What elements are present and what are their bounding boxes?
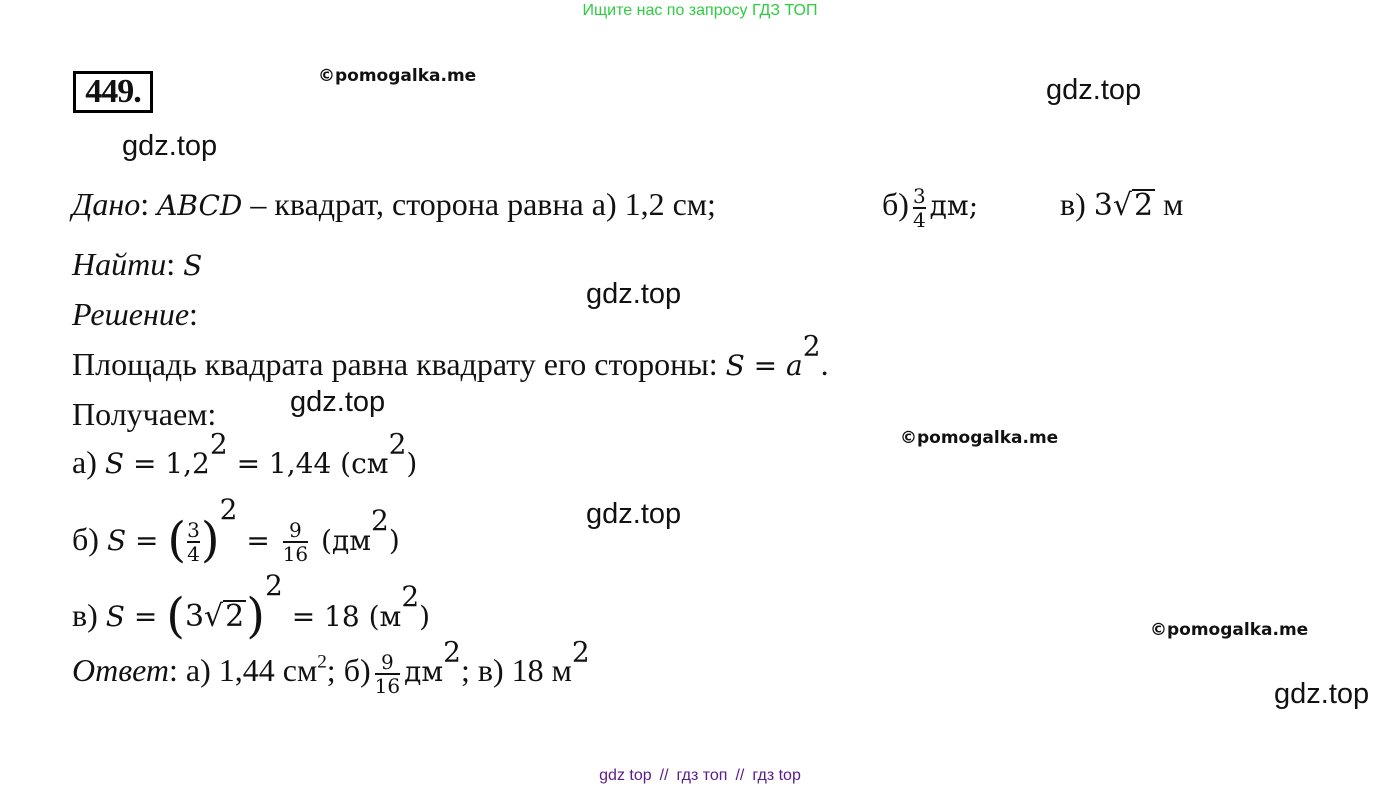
- watermark-pomogalka: ©pomogalka.me: [1150, 620, 1309, 640]
- find-line: Найти: S: [72, 246, 203, 282]
- watermark-gdz: gdz.top: [586, 498, 682, 530]
- sqrt-sign: √: [1112, 188, 1132, 223]
- footer-separator: //: [735, 767, 745, 784]
- calc-c-root: 2: [225, 598, 245, 634]
- calc-b: [72, 493, 400, 568]
- calc-b-var: S: [106, 523, 127, 557]
- given-label: Дано: [72, 186, 141, 222]
- watermark-pomogalka: ©pomogalka.me: [318, 66, 477, 86]
- footer-separator: //: [659, 767, 669, 784]
- calc-c: [72, 569, 431, 644]
- calc-c-result: = 18 (м: [282, 599, 402, 633]
- calc-a-var: S: [104, 447, 125, 480]
- find-value: S: [183, 249, 203, 282]
- paren-close: ): [246, 587, 265, 644]
- answer-a-exp: 2: [317, 651, 327, 673]
- given-c: [1060, 184, 1183, 226]
- formula-line: [72, 329, 829, 386]
- denominator: 4: [912, 207, 926, 232]
- calc-b-exp2: 2: [370, 504, 389, 538]
- calc-a-exp2: 2: [388, 427, 407, 461]
- calc-a-prefix: а): [72, 444, 105, 480]
- calc-a-exp1: 2: [209, 427, 228, 461]
- footer-link-1[interactable]: gdz top: [599, 767, 652, 784]
- footer-link-3[interactable]: гдз top: [752, 767, 801, 784]
- obtain-label: Получаем:: [72, 396, 217, 432]
- numerator: 9: [289, 518, 302, 543]
- solution-label-text: Решение: [72, 296, 190, 332]
- watermark-gdz: gdz.top: [1046, 74, 1142, 106]
- calc-b-eq2: =: [237, 523, 279, 557]
- calc-b-close: ): [388, 523, 400, 557]
- calc-c-eq: =: [124, 599, 167, 633]
- answer-b-end: ; в) 18 м: [460, 652, 572, 688]
- calc-b-eq: =: [126, 523, 168, 557]
- formula-end: .: [820, 346, 829, 382]
- calc-b-prefix: б): [72, 520, 107, 557]
- given-b: [882, 184, 978, 231]
- answer-b-unit: дм: [404, 655, 444, 688]
- formula-var: a: [786, 349, 803, 382]
- given-figure: ABCD: [157, 189, 243, 222]
- watermark-gdz: gdz.top: [290, 386, 386, 418]
- find-label: Найти: [72, 246, 167, 282]
- fraction: [913, 185, 926, 231]
- denominator: 16: [282, 542, 309, 567]
- calc-b-exp: 2: [219, 493, 238, 526]
- given-c-prefix: в): [1060, 186, 1086, 222]
- calc-c-prefix: в): [72, 596, 106, 633]
- answer-b-exp: 2: [443, 635, 461, 669]
- fraction: [187, 519, 200, 565]
- given-line: Дано: ABCD – квадрат, сторона равна а) 1,2 см;: [72, 186, 716, 222]
- fraction: [375, 651, 400, 697]
- answer-c-exp: 2: [571, 635, 590, 669]
- given-b-unit: дм;: [929, 189, 979, 222]
- calc-b-unit: (дм: [312, 523, 371, 557]
- watermark-gdz: gdz.top: [1274, 678, 1370, 710]
- given-text: – квадрат, сторона равна а) 1,2 см;: [242, 186, 716, 222]
- watermark-pomogalka: ©pomogalka.me: [900, 428, 1059, 448]
- answer-a: : а) 1,44 см: [169, 652, 318, 688]
- paren-open: (: [166, 587, 185, 644]
- calc-a: [72, 427, 418, 484]
- numerator: 9: [380, 649, 394, 674]
- paren-open: (: [167, 511, 187, 568]
- watermark-gdz: gdz.top: [122, 130, 218, 162]
- solution-label: Решение:: [72, 296, 198, 332]
- calc-c-coef: 3: [184, 598, 205, 634]
- given-c-unit: м: [1163, 186, 1184, 222]
- calc-c-exp: 2: [265, 569, 283, 602]
- formula-lhs: S: [725, 349, 745, 382]
- numerator: 3: [187, 518, 200, 543]
- formula-exp: 2: [802, 329, 821, 363]
- paren-close: ): [200, 511, 220, 568]
- watermark-gdz: gdz.top: [586, 278, 682, 310]
- formula-text: Площадь квадрата равна квадрату его стороны:: [72, 346, 726, 382]
- answer-line: [72, 635, 590, 698]
- calc-c-close: ): [419, 599, 431, 633]
- calc-a-expr: = 1,2: [124, 447, 210, 480]
- denominator: 16: [374, 673, 401, 698]
- fraction: [283, 519, 308, 565]
- given-b-prefix: б): [882, 186, 909, 222]
- answer-a-end: ; б): [326, 652, 371, 688]
- footer-links: [0, 767, 1400, 785]
- calc-c-exp2: 2: [401, 580, 420, 614]
- given-c-coef: 3: [1093, 188, 1113, 223]
- answer-label: Ответ: [72, 652, 169, 688]
- given-c-root: 2: [1133, 188, 1154, 223]
- calc-a-result: = 1,44 (см: [227, 447, 389, 480]
- sqrt-sign: √: [204, 598, 224, 634]
- denominator: 4: [187, 542, 200, 567]
- footer-link-2[interactable]: гдз топ: [676, 767, 728, 784]
- calc-a-close: ): [406, 447, 418, 480]
- numerator: 3: [912, 183, 926, 208]
- top-banner: Ищите нас по запросу ГДЗ ТОП: [582, 2, 818, 19]
- problem-number: 449.: [73, 71, 153, 113]
- calc-c-var: S: [105, 599, 125, 633]
- formula-eq: =: [744, 349, 787, 382]
